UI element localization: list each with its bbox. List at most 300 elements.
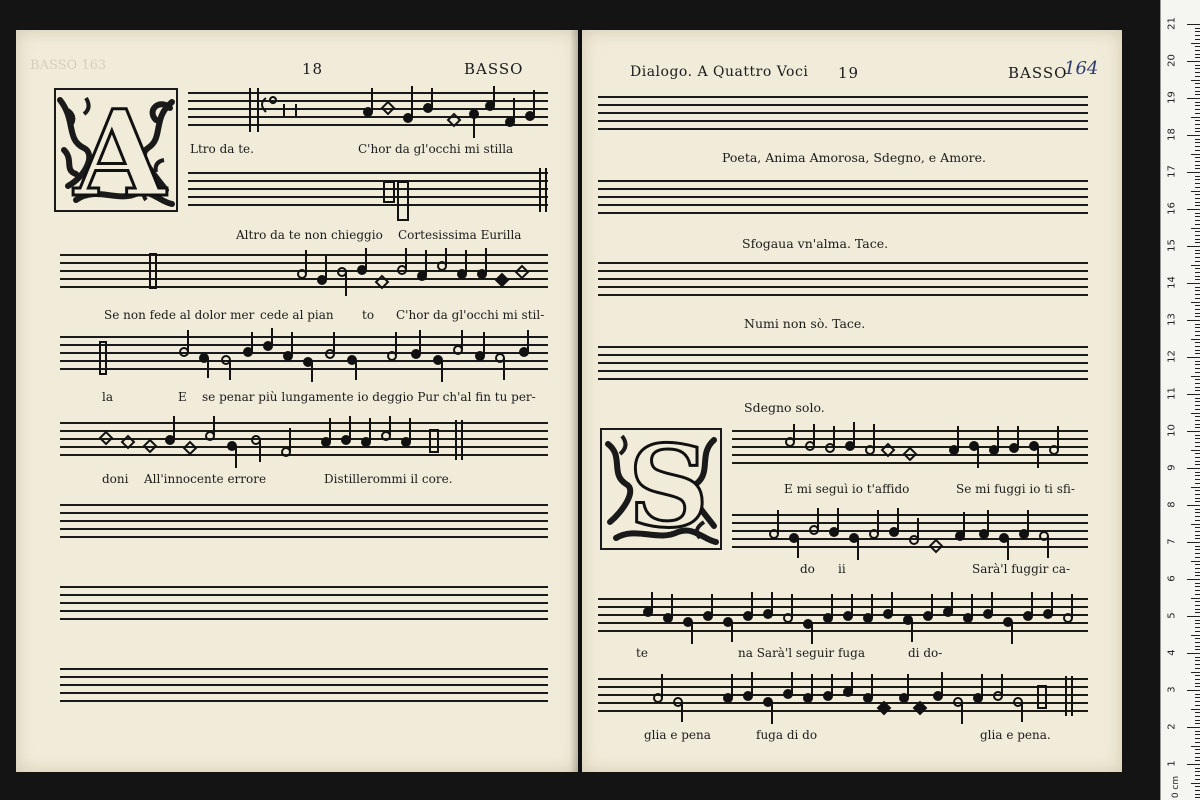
lyric-line: E mi seguì io t'affido [784, 482, 910, 496]
ruler-minor-tick [1195, 294, 1200, 295]
ruler-minor-tick [1195, 594, 1200, 595]
ruler-minor-tick [1195, 701, 1200, 702]
ruler-minor-tick [1195, 568, 1200, 569]
ruler-minor-tick [1195, 94, 1200, 95]
ruler-minor-tick [1195, 757, 1200, 758]
ruler-major-tick [1187, 98, 1200, 99]
empty-staff [60, 586, 548, 622]
ruler-minor-tick [1191, 413, 1200, 414]
ruler-number: 5 [1166, 612, 1178, 619]
ruler-major-tick [1187, 431, 1200, 432]
ruler-minor-tick [1195, 220, 1200, 221]
ruler-minor-tick [1195, 361, 1200, 362]
ruler-number: 21 [1166, 17, 1178, 30]
ruler-major-tick [1187, 579, 1200, 580]
ruler-minor-tick [1195, 446, 1200, 447]
ruler-minor-tick [1195, 187, 1200, 188]
ruler-minor-tick [1195, 457, 1200, 458]
empty-staff [598, 180, 1088, 216]
ruler-minor-tick [1191, 746, 1200, 747]
ruler-minor-tick [1195, 176, 1200, 177]
section-caption: Sdegno solo. [744, 400, 825, 415]
ruler-minor-tick [1195, 124, 1200, 125]
ruler-minor-tick [1195, 435, 1200, 436]
ruler-minor-tick [1195, 720, 1200, 721]
ruler-minor-tick [1195, 50, 1200, 51]
ruler-major-tick [1187, 690, 1200, 691]
ruler-minor-tick [1195, 261, 1200, 262]
ruler-minor-tick [1191, 783, 1200, 784]
ruler-minor-tick [1195, 250, 1200, 251]
ruler-major-tick [1187, 542, 1200, 543]
ruler-number: 6 [1166, 575, 1178, 582]
ruler-minor-tick [1195, 272, 1200, 273]
note-glyphs [732, 514, 1088, 550]
lyric-line: Sarà'l fuggir ca- [972, 562, 1071, 576]
ruler-minor-tick [1195, 535, 1200, 536]
ruler-minor-tick [1195, 179, 1200, 180]
page-number: 19 [838, 64, 860, 82]
ruler-number: 2 [1166, 723, 1178, 730]
ruler-minor-tick [1195, 420, 1200, 421]
ruler-minor-tick [1195, 494, 1200, 495]
ruler-minor-tick [1195, 620, 1200, 621]
ruler-minor-tick [1195, 31, 1200, 32]
ruler-minor-tick [1195, 549, 1200, 550]
ruler-minor-tick [1195, 475, 1200, 476]
ruler-minor-tick [1195, 150, 1200, 151]
ruler-minor-tick [1195, 679, 1200, 680]
ruler-minor-tick [1195, 161, 1200, 162]
ruler-minor-tick [1195, 646, 1200, 647]
lyric-line: Distillerommi il core. [324, 472, 453, 486]
ruler-minor-tick [1191, 191, 1200, 192]
ruler-minor-tick [1191, 709, 1200, 710]
ruler-minor-tick [1195, 202, 1200, 203]
ruler-minor-tick [1191, 302, 1200, 303]
ruler-minor-tick [1195, 398, 1200, 399]
ruler-number: 14 [1166, 276, 1178, 289]
ruler-minor-tick [1195, 424, 1200, 425]
ruler-minor-tick [1191, 376, 1200, 377]
lyric-line: Se non fede al dolor mer [104, 308, 255, 322]
ruler-major-tick [1187, 320, 1200, 321]
ruler-minor-tick [1195, 87, 1200, 88]
ruler-minor-tick [1195, 54, 1200, 55]
ruler-minor-tick [1191, 265, 1200, 266]
ruler-major-tick [1187, 727, 1200, 728]
ruler-minor-tick [1195, 683, 1200, 684]
ruler-minor-tick [1195, 609, 1200, 610]
ruler-major-tick [1187, 764, 1200, 765]
ruler-minor-tick [1195, 668, 1200, 669]
ruler-minor-tick [1195, 72, 1200, 73]
note-glyphs [188, 92, 548, 128]
ruler-minor-tick [1195, 686, 1200, 687]
decorated-initial-s [600, 422, 722, 553]
ruler-major-tick [1187, 135, 1200, 136]
ruler-minor-tick [1195, 342, 1200, 343]
lyric-line: se penar più lungamente io deggio Pur ch'al fin tu per- [202, 390, 536, 404]
ruler-minor-tick [1195, 113, 1200, 114]
measurement-ruler [1160, 0, 1200, 800]
ruler-minor-tick [1195, 409, 1200, 410]
note-glyphs [598, 598, 1088, 634]
bleed-through-running-head: BASSO 163 [30, 58, 107, 73]
ruler-minor-tick [1195, 268, 1200, 269]
ruler-major-tick [1187, 172, 1200, 173]
ruler-minor-tick [1195, 734, 1200, 735]
ruler-minor-tick [1195, 790, 1200, 791]
ruler-minor-tick [1195, 253, 1200, 254]
lyric-line: glia e pena. [980, 728, 1051, 742]
ruler-minor-tick [1195, 39, 1200, 40]
ruler-minor-tick [1195, 461, 1200, 462]
ruler-minor-tick [1195, 372, 1200, 373]
note-glyphs [188, 172, 548, 208]
ruler-minor-tick [1195, 401, 1200, 402]
ruler-minor-tick [1195, 65, 1200, 66]
lyric-line: glia e pena [644, 728, 711, 742]
ruler-minor-tick [1195, 194, 1200, 195]
ruler-minor-tick [1191, 339, 1200, 340]
ruler-minor-tick [1195, 742, 1200, 743]
ruler-minor-tick [1195, 239, 1200, 240]
ruler-minor-tick [1195, 390, 1200, 391]
ruler-minor-tick [1195, 753, 1200, 754]
ruler-minor-tick [1191, 450, 1200, 451]
ruler-minor-tick [1195, 368, 1200, 369]
ruler-minor-tick [1195, 605, 1200, 606]
ruler-minor-tick [1195, 760, 1200, 761]
ruler-number: 17 [1166, 165, 1178, 178]
note-glyphs [60, 422, 548, 458]
empty-staff [60, 668, 548, 704]
ruler-minor-tick [1195, 527, 1200, 528]
ruler-minor-tick [1195, 68, 1200, 69]
ruler-minor-tick [1195, 327, 1200, 328]
ruler-minor-tick [1191, 635, 1200, 636]
ruler-minor-tick [1195, 768, 1200, 769]
ruler-minor-tick [1195, 387, 1200, 388]
ruler-number: 8 [1166, 501, 1178, 508]
ruler-major-tick [1187, 283, 1200, 284]
ruler-minor-tick [1195, 198, 1200, 199]
ruler-minor-tick [1195, 731, 1200, 732]
music-staff [60, 336, 548, 372]
ruler-minor-tick [1195, 350, 1200, 351]
ruler-number: 7 [1166, 538, 1178, 545]
ruler-major-tick [1187, 616, 1200, 617]
ruler-major-tick [1187, 394, 1200, 395]
ruler-major-tick [1187, 653, 1200, 654]
ruler-minor-tick [1191, 487, 1200, 488]
handwritten-folio-number: 164 [1064, 58, 1099, 79]
ruler-minor-tick [1195, 57, 1200, 58]
ruler-minor-tick [1195, 287, 1200, 288]
music-staff [60, 254, 548, 290]
ruler-number: 15 [1166, 239, 1178, 252]
ruler-minor-tick [1195, 664, 1200, 665]
ruler-minor-tick [1195, 453, 1200, 454]
ruler-minor-tick [1195, 657, 1200, 658]
ruler-minor-tick [1195, 168, 1200, 169]
ruler-major-tick [1187, 468, 1200, 469]
ruler-minor-tick [1195, 128, 1200, 129]
ruler-minor-tick [1195, 427, 1200, 428]
ruler-minor-tick [1195, 490, 1200, 491]
ruler-number: 20 [1166, 54, 1178, 67]
ruler-minor-tick [1195, 346, 1200, 347]
ruler-minor-tick [1195, 109, 1200, 110]
ruler-number: 11 [1166, 387, 1178, 400]
ruler-minor-tick [1195, 794, 1200, 795]
ruler-minor-tick [1195, 694, 1200, 695]
ruler-minor-tick [1195, 712, 1200, 713]
ruler-minor-tick [1195, 35, 1200, 36]
music-staff [188, 92, 548, 128]
ruler-minor-tick [1195, 183, 1200, 184]
ruler-minor-tick [1195, 538, 1200, 539]
lyric-line: fuga di do [756, 728, 818, 742]
ruler-minor-tick [1195, 601, 1200, 602]
ruler-minor-tick [1195, 642, 1200, 643]
ruler-number: 4 [1166, 649, 1178, 656]
ruler-minor-tick [1195, 279, 1200, 280]
ruler-minor-tick [1195, 313, 1200, 314]
ruler-minor-tick [1195, 586, 1200, 587]
ruler-minor-tick [1195, 102, 1200, 103]
ruler-minor-tick [1195, 290, 1200, 291]
ruler-minor-tick [1195, 590, 1200, 591]
ruler-minor-tick [1195, 224, 1200, 225]
piece-title: Dialogo. A Quattro Voci [630, 64, 809, 80]
ruler-minor-tick [1195, 405, 1200, 406]
ruler-minor-tick [1195, 638, 1200, 639]
ruler-minor-tick [1191, 154, 1200, 155]
ruler-minor-tick [1195, 575, 1200, 576]
ruler-minor-tick [1195, 464, 1200, 465]
ruler-minor-tick [1195, 324, 1200, 325]
ruler-minor-tick [1191, 598, 1200, 599]
ruler-minor-tick [1195, 91, 1200, 92]
ruler-minor-tick [1195, 438, 1200, 439]
ruler-number: 3 [1166, 686, 1178, 693]
ruler-minor-tick [1195, 83, 1200, 84]
ruler-minor-tick [1195, 716, 1200, 717]
dialogue-characters: Poeta, Anima Amorosa, Sdegno, e Amore. [722, 150, 986, 165]
initial-letter: S [628, 422, 709, 553]
ruler-number: 9 [1166, 464, 1178, 471]
lyric-line: ii [838, 562, 846, 576]
note-glyphs [732, 430, 1088, 466]
ruler-minor-tick [1195, 660, 1200, 661]
ruler-minor-tick [1191, 524, 1200, 525]
ruler-minor-tick [1191, 672, 1200, 673]
lyric-line: E [178, 390, 187, 404]
ruler-minor-tick [1195, 512, 1200, 513]
ruler-minor-tick [1195, 298, 1200, 299]
ruler-minor-tick [1195, 623, 1200, 624]
ruler-minor-tick [1195, 516, 1200, 517]
note-glyphs [598, 678, 1088, 714]
decorated-initial-a [54, 84, 178, 223]
ruler-minor-tick [1195, 257, 1200, 258]
ruler-minor-tick [1195, 564, 1200, 565]
music-staff [598, 678, 1088, 714]
ruler-minor-tick [1191, 228, 1200, 229]
ruler-number: 19 [1166, 91, 1178, 104]
ruler-minor-tick [1195, 771, 1200, 772]
right-page [582, 30, 1122, 772]
ruler-minor-tick [1195, 353, 1200, 354]
ruler-minor-tick [1195, 120, 1200, 121]
ruler-minor-tick [1195, 775, 1200, 776]
ruler-minor-tick [1195, 675, 1200, 676]
ruler-minor-tick [1195, 76, 1200, 77]
lyric-line: Cortesissima Eurilla [398, 228, 522, 242]
lyric-line: te [636, 646, 648, 660]
ruler-minor-tick [1195, 146, 1200, 147]
ruler-minor-tick [1195, 305, 1200, 306]
ruler-minor-tick [1195, 649, 1200, 650]
lyric-line: la [102, 390, 113, 404]
ruler-minor-tick [1195, 572, 1200, 573]
ruler-minor-tick [1195, 316, 1200, 317]
music-staff [598, 598, 1088, 634]
lyric-line: C'hor da gl'occhi mi stilla [358, 142, 514, 156]
ruler-minor-tick [1195, 631, 1200, 632]
lyric-line: to [362, 308, 375, 322]
ruler-minor-tick [1191, 80, 1200, 81]
ruler-minor-tick [1195, 553, 1200, 554]
ruler-minor-tick [1195, 786, 1200, 787]
page-number: 18 [302, 60, 324, 78]
ruler-major-tick [1187, 357, 1200, 358]
ruler-major-tick [1187, 505, 1200, 506]
ruler-major-tick [1187, 24, 1200, 25]
empty-staff [598, 346, 1088, 382]
ruler-minor-tick [1195, 216, 1200, 217]
ruler-minor-tick [1195, 416, 1200, 417]
ruler-minor-tick [1195, 205, 1200, 206]
ruler-minor-tick [1195, 331, 1200, 332]
ruler-minor-tick [1195, 483, 1200, 484]
left-page [16, 30, 578, 772]
ruler-minor-tick [1195, 779, 1200, 780]
ruler-minor-tick [1195, 105, 1200, 106]
ruler-minor-tick [1195, 442, 1200, 443]
ruler-minor-tick [1195, 379, 1200, 380]
ruler-minor-tick [1195, 28, 1200, 29]
lyric-line: Altro da te non chieggio [236, 228, 383, 242]
music-staff [732, 514, 1088, 550]
ruler-minor-tick [1195, 612, 1200, 613]
lyric-line: cede al pian [260, 308, 334, 322]
empty-staff [598, 262, 1088, 298]
ruler-minor-tick [1195, 472, 1200, 473]
lyric-line: All'innocente errore [144, 472, 267, 486]
lyric-line: Se mi fuggi io ti sfi- [956, 482, 1075, 496]
ruler-minor-tick [1195, 165, 1200, 166]
ruler-minor-tick [1191, 561, 1200, 562]
ruler-number: 18 [1166, 128, 1178, 141]
ruler-minor-tick [1195, 627, 1200, 628]
ruler-minor-tick [1195, 498, 1200, 499]
ruler-major-tick [1187, 246, 1200, 247]
ruler-minor-tick [1195, 479, 1200, 480]
music-staff [732, 430, 1088, 466]
music-staff [60, 422, 548, 458]
ruler-minor-tick [1195, 46, 1200, 47]
ruler-minor-tick [1195, 520, 1200, 521]
ruler-number: 1 [1166, 760, 1178, 767]
lyric-line: di do- [908, 646, 943, 660]
lyric-line: do [800, 562, 815, 576]
ruler-minor-tick [1195, 364, 1200, 365]
ruler-minor-tick [1195, 723, 1200, 724]
ruler-major-tick [1187, 61, 1200, 62]
voice-part-heading: BASSO [464, 60, 524, 78]
ruler-minor-tick [1195, 235, 1200, 236]
ruler-minor-tick [1195, 131, 1200, 132]
empty-staff [60, 504, 548, 540]
ruler-minor-tick [1195, 142, 1200, 143]
ruler-minor-tick [1191, 43, 1200, 44]
ruler-number: 10 [1166, 424, 1178, 437]
ruler-unit-label: 0 cm [1171, 775, 1182, 799]
ruler-number: 16 [1166, 202, 1178, 215]
note-glyphs [60, 254, 548, 290]
ruler-minor-tick [1195, 309, 1200, 310]
ruler-minor-tick [1195, 531, 1200, 532]
ruler-minor-tick [1195, 335, 1200, 336]
ruler-minor-tick [1195, 557, 1200, 558]
ruler-major-tick [1187, 209, 1200, 210]
ruler-minor-tick [1195, 509, 1200, 510]
section-caption: Sfogaua vn'alma. Tace. [742, 236, 889, 251]
music-staff [188, 172, 548, 208]
ruler-minor-tick [1195, 749, 1200, 750]
initial-letter: A [74, 84, 166, 223]
ruler-number: 13 [1166, 313, 1178, 326]
ruler-minor-tick [1195, 738, 1200, 739]
lyric-line: Ltro da te. [190, 142, 254, 156]
voice-part-heading: BASSO [1008, 64, 1068, 82]
ruler-minor-tick [1195, 157, 1200, 158]
ruler-minor-tick [1195, 213, 1200, 214]
ruler-minor-tick [1195, 583, 1200, 584]
ruler-minor-tick [1195, 242, 1200, 243]
empty-staff [598, 96, 1088, 132]
lyric-line: na Sarà'l seguir fuga [738, 646, 865, 660]
ruler-minor-tick [1195, 797, 1200, 798]
ruler-minor-tick [1195, 139, 1200, 140]
ruler-minor-tick [1195, 705, 1200, 706]
ruler-minor-tick [1195, 231, 1200, 232]
ruler-minor-tick [1195, 383, 1200, 384]
note-glyphs [60, 336, 548, 372]
ruler-minor-tick [1195, 697, 1200, 698]
ruler-number: 12 [1166, 350, 1178, 363]
ruler-minor-tick [1191, 117, 1200, 118]
ruler-minor-tick [1195, 501, 1200, 502]
lyric-line: C'hor da gl'occhi mi stil- [396, 308, 545, 322]
section-caption: Numi non sò. Tace. [744, 316, 866, 331]
ruler-minor-tick [1195, 546, 1200, 547]
ruler-minor-tick [1195, 276, 1200, 277]
lyric-line: doni [102, 472, 129, 486]
